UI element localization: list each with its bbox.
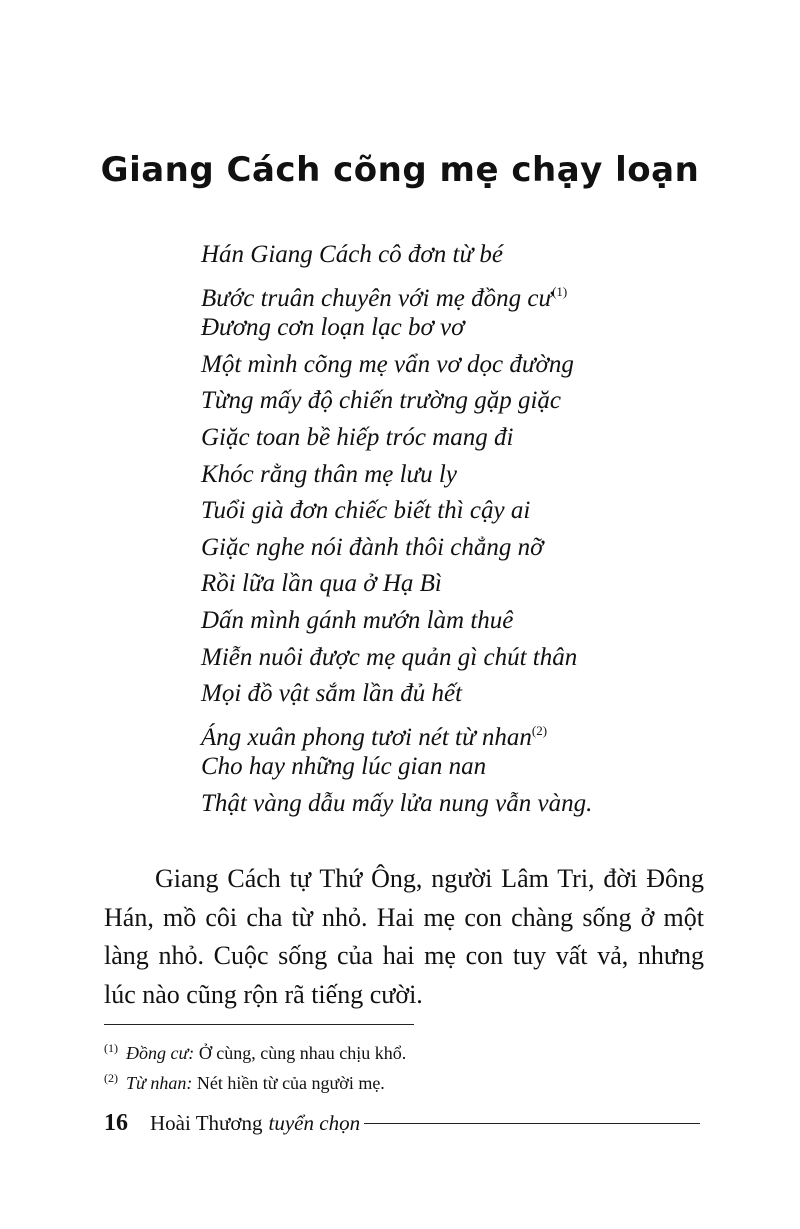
poem-line-11: Dấn mình gánh mướn làm thuê xyxy=(201,606,514,634)
footnote-2 xyxy=(104,1071,385,1094)
poem-line-16: Thật vàng dẫu mấy lửa nung vẫn vàng. xyxy=(201,789,593,817)
footer-subtitle: tuyển chọn xyxy=(268,1111,361,1135)
poem-line-8: Tuổi già đơn chiếc biết thì cậy ai xyxy=(201,497,531,525)
poem-line-15: Cho hay những lúc gian nan xyxy=(201,753,487,781)
footer-rule xyxy=(364,1123,700,1124)
footnote-number: (1) xyxy=(104,1041,118,1055)
poem-line-13: Mọi đồ vật sắm lần đủ hết xyxy=(201,680,463,708)
footnote-divider xyxy=(104,1024,414,1025)
poem-line-5: Từng mấy độ chiến trường gặp giặc xyxy=(201,387,562,415)
poem-line-4: Một mình cõng mẹ vẩn vơ dọc đường xyxy=(201,350,574,378)
footnote-number: (2) xyxy=(104,1071,118,1085)
page-number: 16 xyxy=(104,1110,128,1136)
footnote-term: Từ nhan: xyxy=(126,1073,193,1093)
footer-author: Hoài Thương xyxy=(150,1111,263,1135)
poem-line-6: Giặc toan bề hiếp tróc mang đi xyxy=(201,423,514,451)
poem-line-10: Rồi lữa lần qua ở Hạ Bì xyxy=(201,570,442,598)
poem-line-3: Đương cơn loạn lạc bơ vơ xyxy=(201,314,465,342)
footnote-1 xyxy=(104,1041,406,1064)
paragraph-text: Giang Cách tự Thứ Ông, người Lâm Tri, đời Đông Hán, mồ côi cha từ nhỏ. Hai mẹ con chàng sống ở một làng nhỏ. Cuộc sống của hai mẹ con tuy vất vả, nhưng lúc nào cũng rộn rã tiếng cười. xyxy=(104,864,704,1009)
footnote-ref-1: (1) xyxy=(552,283,568,299)
poem-line-14: Áng xuân phong tươi nét từ nhan$^{(2)}$ xyxy=(201,722,548,751)
poem-line-2: Bước truân chuyên với mẹ đồng cư$^{(1)}$ xyxy=(201,283,568,312)
body-paragraph xyxy=(104,860,704,1014)
poem xyxy=(201,237,592,823)
footnote-text: Nét hiền từ của người mẹ. xyxy=(196,1073,385,1093)
page-footer xyxy=(104,1110,700,1137)
poem-line-9: Giặc nghe nói đành thôi chẳng nỡ xyxy=(201,533,544,561)
footnote-text: Ở cùng, cùng nhau chịu khổ. xyxy=(198,1043,407,1063)
poem-line-7: Khóc rằng thân mẹ lưu ly xyxy=(201,460,457,488)
poem-line-1: Hán Giang Cách cô đơn từ bé xyxy=(201,241,503,268)
footnote-term: Đồng cư: xyxy=(126,1043,195,1063)
page-title: Giang Cách cõng mẹ chạy loạn xyxy=(100,150,700,190)
poem-line-12: Miễn nuôi được mẹ quản gì chút thân xyxy=(201,643,578,671)
footnote-ref-2: (2) xyxy=(531,722,548,738)
